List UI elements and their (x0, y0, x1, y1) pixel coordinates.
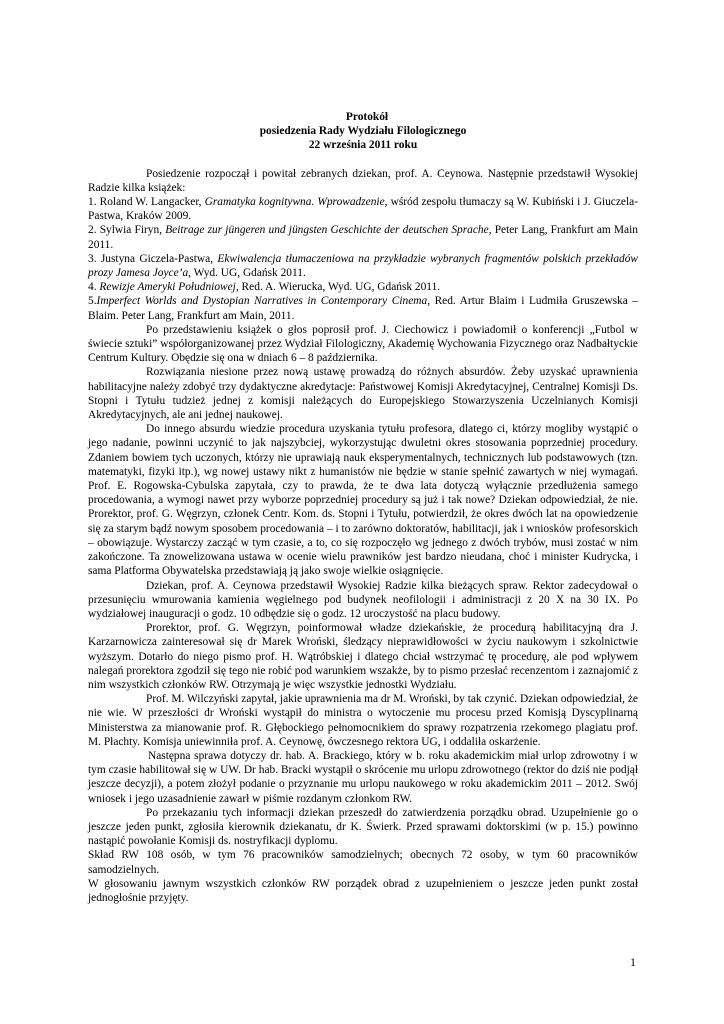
paragraph-wronski-question: Prof. M. Wilczyński zapytał, jakie uprawnienia ma dr M. Wroński, by tak czynić. Dziekan odpowiedział, że nie wie. W przeszłości dr Wroński wystąpił do ministra o wytoczenie mu procesu przed Komisją Dyscyplinarną Ministerstwa za mianowanie prof. R. Głębockiego pełnomocnikiem do sprawy rozpatrzenia rzekomego plagiatu prof. M. Płachty. Komisja uniewinniła prof. A. Ceynowę, ówczesnego rektora UG, i oddaliła oskarżenie. (88, 693, 638, 748)
book-3-number-author: 3. Justyna Giczela-Pastwa, (88, 252, 218, 265)
book-1-title: Gramatyka kognitywna. Wprowadzenie, (204, 196, 388, 209)
book-4-title: Rewizje Ameryki Południowej (99, 281, 236, 294)
book-item-1 (88, 195, 638, 223)
book-3-details: , Wyd. UG, Gdańsk 2011. (188, 267, 306, 280)
paragraph-current-matters: Dziekan, prof. A. Ceynowa przedstawił Wysokiej Radzie kilka bieżących spraw. Rektor zadecydował o przesunięciu wmurowania kamienia węgielnego pod budynek neofilologii i administracji z 20 X na 30 IX. Po wydziałowej inauguracji o godz. 10 odbędzie się o godz. 12 uroczystość na placu budowy. (88, 579, 638, 620)
book-2-title: Beitrage zur jüngeren und jüngsten Geschichte der deutschen Sprache (165, 224, 489, 237)
title-date: 22 września 2011 roku (308, 139, 418, 152)
book-item-3 (88, 252, 638, 280)
page-number: 1 (630, 955, 636, 969)
book-1-number-author: 1. Roland W. Langacker, (88, 196, 205, 209)
paragraph-agenda-approval: Po przekazaniu tych informacji dziekan przeszedł do zatwierdzenia porządku obrad. Uzupełnienie go o jeszcze jeden punkt, zgłosiła kierownik dziekanatu, dr K. Świerk. Przed sprawami doktorskimi (w p. 15.) powinno nastąpić powołanie Komisji ds. nostryfikacji dyplomu. (88, 806, 638, 848)
paragraph-habilitation-accreditation: Rozwiązania niesione przez nową ustawę prowadzą do różnych absurdów. Żeby uzyskać uprawnienia habilitacyjne należy zdobyć trzy dydaktyczne akredytacje: Państwowej Komisji Akredytacyjnej, Centralnej Komisji Ds. Stopni i Tytułu tudzież jednej z komisji należących do Europejskiego Stowarzyszenia Uczelnianych Komisji Akredytacyjnych, ale ani jednej naukowej. (88, 366, 638, 422)
book-2-details: , Peter Lang, Frankfurt am Main 2011. (88, 224, 638, 251)
title-meeting: posiedzenia Rady Wydziału Filologicznego (259, 125, 467, 138)
document-title (88, 110, 638, 153)
book-4-details: , Red. A. Wierucka, Wyd. UG, Gdańsk 2011. (235, 281, 441, 294)
paragraph-habilitation-procedure: Prorektor, prof. G. Węgrzyn, poinformował władze dziekańskie, że procedurą habilitacyjną dra J. Karzarnowicza zainteresował się dr Marek Wroński, śledzący nieprawidłowości w życiu naukowym i szkolnictwie wyższym. Dotarło do niego pismo prof. H. Wątróbskiej i dlatego chciał wstrzymać tę procedurę, ale pod wpływem nalegań prorektora zgodził się tego nie robić pod warunkiem wszakże, by to pismo przesłać recenzentom i zaznajomić z nim wszystkich członków RW. Otrzymają je więc wszystkie jednostki Wydziału. (88, 622, 638, 691)
book-item-5 (88, 294, 638, 322)
book-2-number-author: 2. Sylwia Firyn, (88, 224, 166, 237)
paragraph-opening: Posiedzenie rozpoczął i powitał zebranych dziekan, prof. A. Ceynowa. Następnie przedstawił Wysokiej Radzie kilka książek: (88, 167, 638, 194)
book-1-details: wśród zespołu tłumaczy są W. Kubiński i J. Giuczela-Pastwa, Kraków 2009. (88, 196, 638, 223)
book-3-title: Ekwiwalencja tłumaczeniowa na przykładzie wybranych fragmentów polskich przekładów prozy Jamesa Joyce’a (88, 252, 639, 280)
book-item-4 (88, 280, 638, 294)
book-5-details: , Red. Artur Blaim i Ludmiła Gruszewska – Blaim. Peter Lang, Frankfurt am Main, 2011. (88, 295, 638, 322)
title-protokol: Protokół (345, 111, 389, 123)
book-item-2 (88, 223, 638, 251)
paragraph-vote-result: W głosowaniu jawnym wszystkich członków RW porządek obrad z uzupełnieniem o jeszcze jeden punkt został jednogłośnie przyjęty. (88, 877, 638, 904)
paragraph-bracki-leave: Następna sprawa dotyczy dr. hab. A. Brackiego, który w b. roku akademickim miał urlop zdrowotny i w tym czasie habilitował się w UW. Dr hab. Bracki wystąpił o skrócenie mu urlopu zdrowotnego (rektor do dziś nie podjął jeszcze decyzji), a potem złożył podanie o przyznanie mu urlopu naukowego w roku akademickim 2011 – 2012. Swój wniosek i jego uzasadnienie zawarł w piśmie rozdanym członkom RW. (88, 749, 638, 805)
paragraph-council-composition: Skład RW 108 osób, w tym 76 pracowników samodzielnych; obecnych 72 osoby, w tym 60 pracowników samodzielnych. (88, 849, 638, 876)
book-5-number: 5. (88, 295, 97, 308)
paragraph-conference: Po przedstawieniu książek o głos poprosił prof. J. Ciechowicz i powiadomił o konferencji „Futbol w świecie sztuki” współorganizowanej przez Wydział Filologiczny, Akademię Wychowania Fizycznego oraz Nadbałtyckie Centrum Kultury. Obędzie się ona w dniach 6 – 8 października. (88, 323, 638, 365)
paragraph-professor-title-procedure: Do innego absurdu wiedzie procedura uzyskania tytułu profesora, dlatego ci, którzy mogliby wystąpić o jego nadanie, powinni uczynić to jak najszybciej, wykorzystując dwuletni okres stosowania poprzedniej procedury. Zdaniem bowiem tych uczonych, którzy nie uprawiają nauk eksperymentalnych, technicznych lub podstawowych (tzn. matematyki, fizyki itp.), wg nowej ustawy nikt z humanistów nie będzie w stanie spełnić zawartych w niej wymagań. Prof. E. Rogowska-Cybulska zapytała, czy to prawda, że te dwa lata dotyczą wyłącznie przedłużenia samego procedowania, a wymogi nawet przy wyborze poprzedniej procedury są już i tak nowe? Dziekan odpowiedział, że nie. Prorektor, prof. G. Węgrzyn, członek Centr. Kom. ds. Stopni i Tytułu, potwierdził, że okres dwóch lat na opowiedzenie się za starym bądź nowym sposobem procedowania – i to zarówno doktoratów, habilitacji, jak i wniosków profesorskich – obowiązuje. Wystarczy zacząć w tym czasie, a to, co się rozpoczęło wg jednego z dwóch trybów, musi zostać w nim zakończone. Ta znowelizowana ustawa w ocenie wielu prawników jest bardzo nieudana, choć i minister Kudrycka, i sama Platforma Obywatelska przedstawiają ją jako swoje wielkie osiągnięcie. (88, 423, 638, 578)
book-5-title: Imperfect Worlds and Dystopian Narratives in Contemporary Cinema (96, 295, 428, 308)
book-4-number: 4. (88, 281, 100, 294)
